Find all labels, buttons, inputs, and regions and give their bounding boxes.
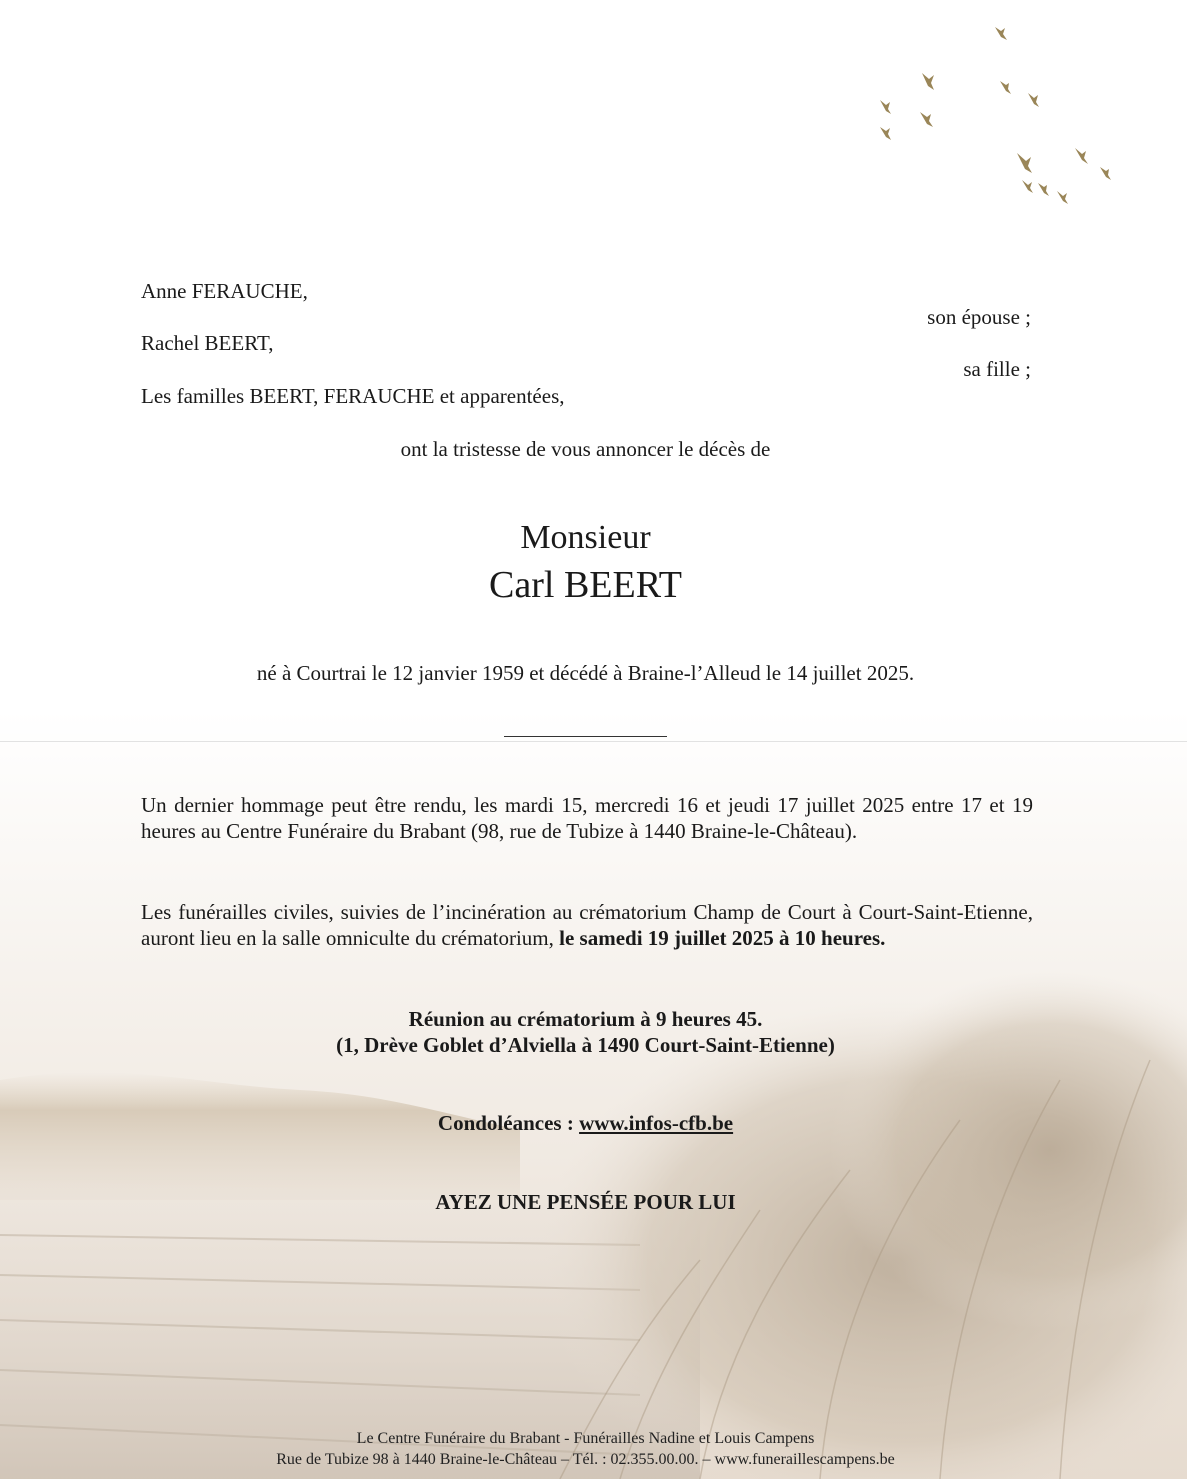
birth-death-dates: né à Courtrai le 12 janvier 1959 et décédé à Braine-l’Alleud le 14 juillet 2025. — [256, 661, 915, 685]
deceased-honorific: Monsieur — [520, 519, 651, 556]
birds-icon — [860, 15, 1130, 225]
separator-line — [504, 736, 667, 737]
family-member-role: sa fille ; — [963, 357, 1031, 381]
family-member-role: son épouse ; — [927, 305, 1031, 329]
funeral-paragraph — [141, 899, 1033, 951]
family-member-name: Rachel BEERT, — [141, 331, 274, 355]
condolences-label: Condoléances : — [437, 1111, 574, 1135]
funeral-date-time: le samedi 19 juillet 2025 à 10 heures. — [559, 926, 886, 950]
family-member-name: Anne FERAUCHE, — [141, 279, 308, 303]
footer-contact: Rue de Tubize 98 à 1440 Braine-le-Château – Tél. : 02.355.00.00. – www.funeraillescampens.be — [276, 1451, 895, 1468]
condolences-link[interactable]: www.infos-cfb.be — [579, 1111, 734, 1135]
funeral-text: Les funérailles civiles, suivies de l’incinération au crématorium Champ de Court à Court-Saint-Etienne, auront lieu en la salle omniculte du crématorium, — [141, 900, 1033, 950]
fold-line — [0, 741, 1187, 742]
announcement-text: ont la tristesse de vous annoncer le décès de — [400, 437, 771, 461]
deceased-name: Carl BEERT — [489, 564, 682, 606]
remembrance-text: AYEZ UNE PENSÉE POUR LUI — [435, 1190, 736, 1214]
meeting-address: (1, Drève Goblet d’Alviella à 1490 Court-Saint-Etienne) — [336, 1033, 835, 1057]
condolences-line — [0, 1110, 1171, 1136]
footer-company: Le Centre Funéraire du Brabant - Funérailles Nadine et Louis Campens — [356, 1430, 815, 1447]
meeting-time: Réunion au crématorium à 9 heures 45. — [408, 1007, 763, 1031]
family-member-name: Les familles BEERT, FERAUCHE et apparentées, — [141, 384, 565, 408]
tribute-paragraph: Un dernier hommage peut être rendu, les mardi 15, mercredi 16 et jeudi 17 juillet 2025 entre 17 et 19 heures au Centre Funéraire du Brabant (98, rue de Tubize à 1440 Braine-le-Château). — [141, 793, 1033, 843]
